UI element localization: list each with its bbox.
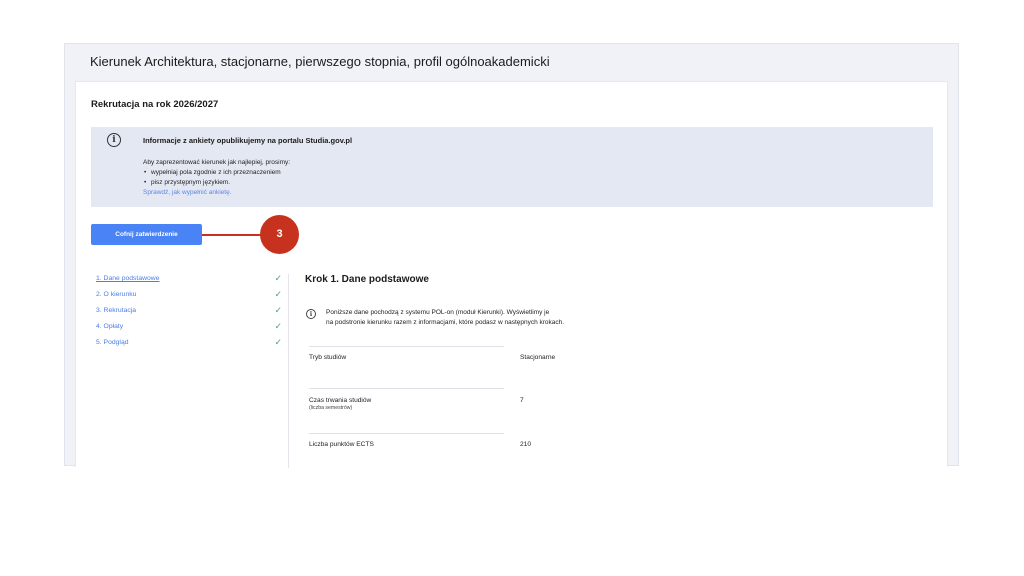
row-label-study-mode: Tryb studiów [309,354,347,361]
row-label-ects: Liczba punktów ECTS [309,441,374,448]
section-title: Rekrutacja na rok 2026/2027 [91,99,219,110]
step-title: Krok 1. Dane podstawowe [305,274,429,285]
content-card [75,81,948,467]
info-help-link[interactable]: Sprawdź, jak wypełnić ankietę. [143,189,232,196]
check-icon: ✓ [274,321,282,331]
info-bullet: • wypełniaj pola zgodnie z ich przeznaczeniem [151,168,290,178]
undo-approval-button[interactable]: Cofnij zatwierdzenie [91,224,202,245]
step-item-recruitment[interactable] [96,307,282,323]
step-label: 3. Rekrutacja [96,307,137,314]
step-item-basic-data[interactable] [96,275,282,291]
steps-nav [96,275,282,355]
steps-divider [288,274,289,468]
step-item-about[interactable] [96,291,282,307]
info-box [91,127,933,207]
info-icon: i [107,133,121,147]
source-note-line: na podstronie kierunku razem z informacjami, które podasz w następnych krokach. [326,319,565,326]
page-container [64,43,959,466]
row-label-duration [309,397,371,411]
info-text [143,158,290,198]
step-label: 1. Dane podstawowe [96,275,160,282]
row-value-ects: 210 [520,441,532,448]
source-note-line: Poniższe dane pochodzą z systemu POL-on (moduł Kierunki). Wyświetlimy je [326,309,550,316]
info-icon: i [306,309,316,319]
row-divider [309,433,504,434]
callout-badge: 3 [260,215,299,254]
step-label: 2. O kierunku [96,291,137,298]
info-intro: Aby zaprezentować kierunek jak najlepiej, prosimy: [143,159,291,166]
step-label: 4. Opłaty [96,323,124,330]
page-title: Kierunek Architektura, stacjonarne, pierwszego stopnia, profil ogólnoakademicki [90,54,550,69]
row-label-text: Czas trwania studiów [309,397,372,404]
check-icon: ✓ [274,305,282,315]
info-bullets [143,168,290,188]
row-value-study-mode: Stacjonarne [520,354,556,361]
step-item-preview[interactable] [96,339,282,355]
step-item-fees[interactable] [96,323,282,339]
info-bullet: • pisz przystępnym językiem. [151,178,290,188]
callout-line [202,234,262,236]
check-icon: ✓ [274,273,282,283]
row-value-duration: 7 [520,397,524,404]
row-divider [309,346,504,347]
source-note [326,308,646,328]
row-sublabel: (liczba semestrów) [309,405,353,411]
check-icon: ✓ [274,337,282,347]
step-label: 5. Podgląd [96,339,129,346]
row-divider [309,388,504,389]
info-heading: Informacje z ankiety opublikujemy na portalu Studia.gov.pl [143,136,353,145]
check-icon: ✓ [274,289,282,299]
